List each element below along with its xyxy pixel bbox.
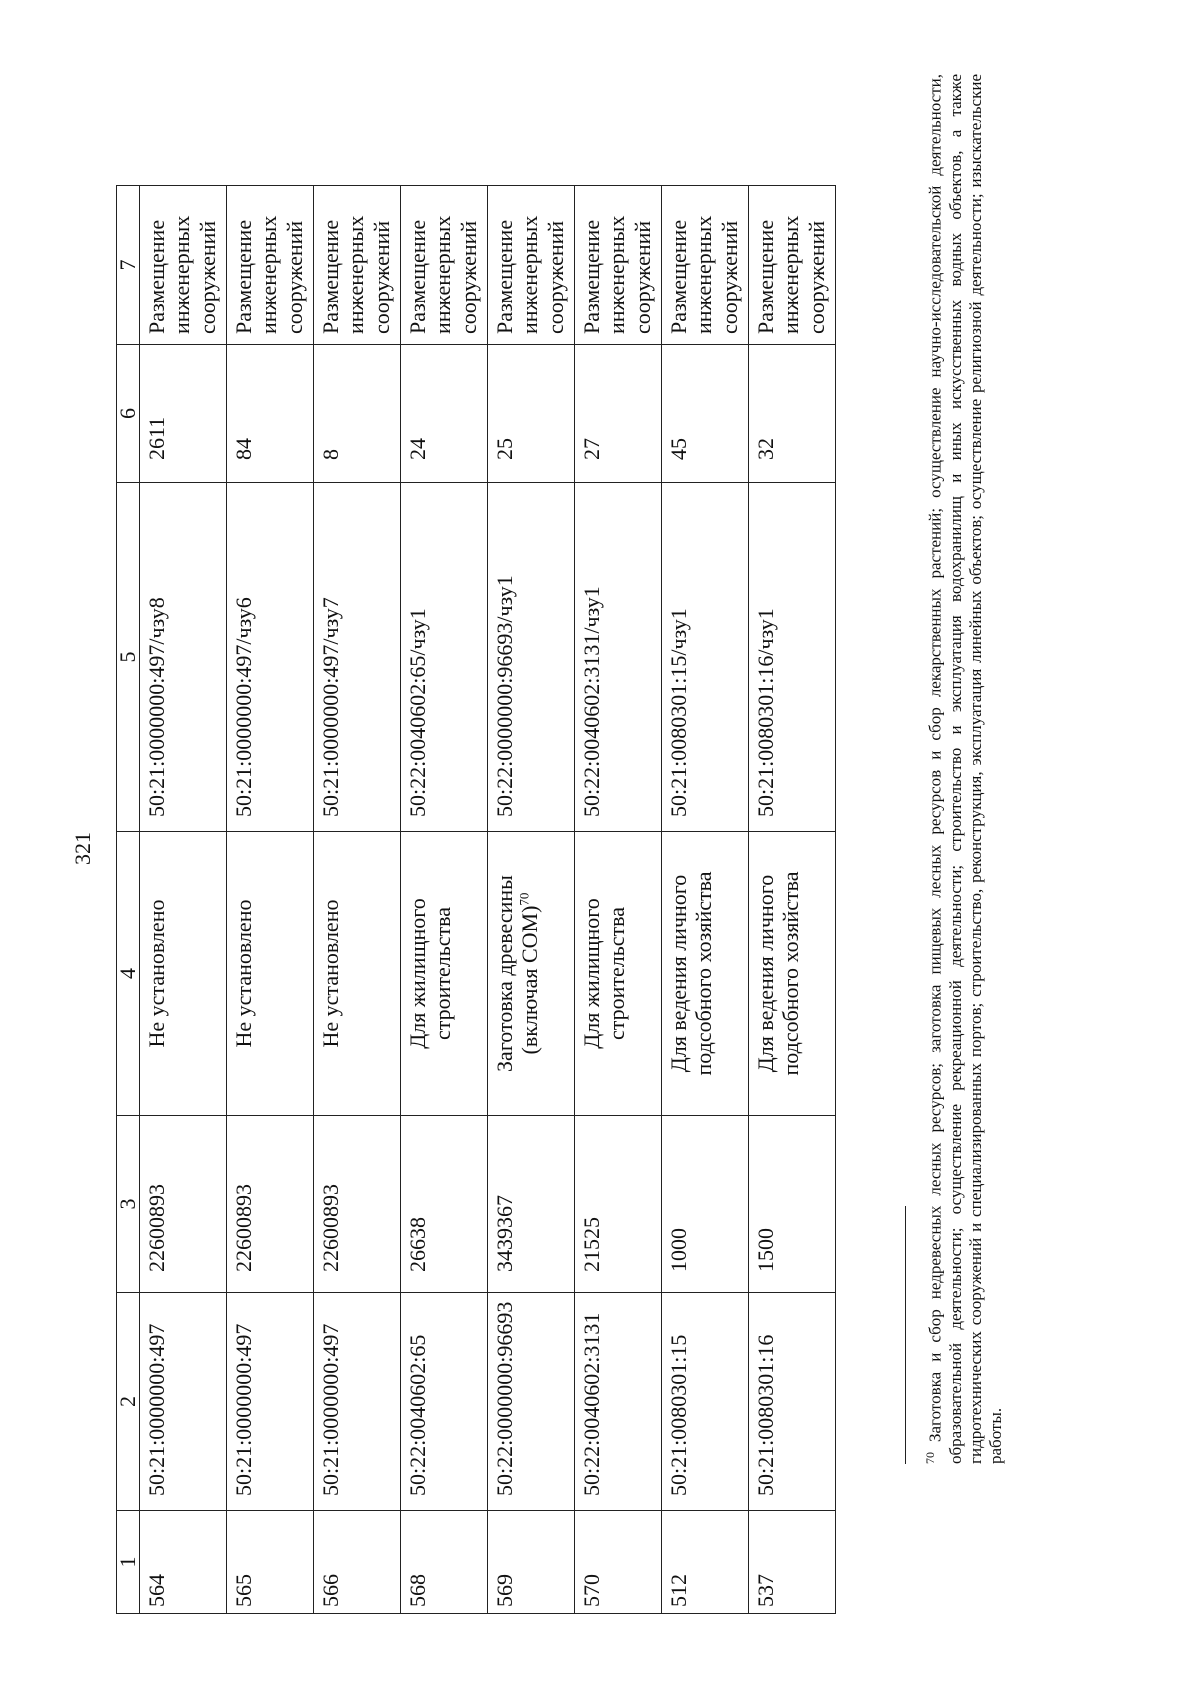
cell-text: Размещение инженерных сооружений <box>579 215 655 334</box>
column-header: 1 <box>117 1511 140 1614</box>
cell-text: 1000 <box>666 1228 691 1272</box>
column-header: 2 <box>117 1293 140 1511</box>
data-table <box>116 185 836 1614</box>
table-row <box>314 186 401 1614</box>
cell-text: 537 <box>753 1574 778 1607</box>
table-row <box>488 186 575 1614</box>
cell-text: 50:22:0040602:3131 <box>579 1312 604 1496</box>
part-number-cell <box>401 483 488 832</box>
part-area-cell <box>227 345 314 483</box>
cell-text: 27 <box>579 438 604 460</box>
cell-text: 50:21:0000000:497/чзу6 <box>231 597 256 817</box>
page-number: 321 <box>70 832 95 865</box>
part-area-cell <box>749 345 836 483</box>
cell-text: Для ведения личного подсобного хозяйства <box>753 871 804 1076</box>
purpose-cell <box>401 186 488 345</box>
row-number-cell <box>662 1511 749 1614</box>
cell-text: 22600893 <box>318 1184 343 1272</box>
row-number-cell <box>575 1511 662 1614</box>
area-cell <box>749 1116 836 1293</box>
row-number-cell <box>314 1511 401 1614</box>
cell-text: 22600893 <box>231 1184 256 1272</box>
footnote-divider <box>905 1206 906 1464</box>
cell-text: 50:21:0000000:497/чзу8 <box>144 597 169 817</box>
part-number-cell <box>140 483 227 832</box>
cadastral-number-cell <box>662 1293 749 1511</box>
permitted-use-cell <box>314 832 401 1116</box>
cell-text: 3439367 <box>492 1195 517 1272</box>
table-row <box>749 186 836 1614</box>
purpose-cell <box>749 186 836 345</box>
permitted-use-cell <box>140 832 227 1116</box>
cell-text: 50:21:0080301:16/чзу1 <box>753 608 778 817</box>
area-cell <box>575 1116 662 1293</box>
table-header-row <box>117 186 140 1614</box>
permitted-use-cell <box>227 832 314 1116</box>
cell-text: 50:22:0000000:96693 <box>492 1301 517 1496</box>
cell-text: 50:21:0080301:15 <box>666 1334 691 1496</box>
cadastral-number-cell <box>575 1293 662 1511</box>
column-header: 5 <box>117 483 140 832</box>
table-row <box>401 186 488 1614</box>
cell-text: 569 <box>492 1574 517 1607</box>
part-number-cell <box>227 483 314 832</box>
area-cell <box>401 1116 488 1293</box>
cell-text: 24 <box>405 438 430 460</box>
cell-text: Размещение инженерных сооружений <box>405 215 481 334</box>
permitted-use-cell <box>749 832 836 1116</box>
part-area-cell <box>314 345 401 483</box>
cell-text: 512 <box>666 1574 691 1607</box>
cadastral-number-cell <box>749 1293 836 1511</box>
purpose-cell <box>575 186 662 345</box>
row-number-cell <box>401 1511 488 1614</box>
part-area-cell <box>662 345 749 483</box>
footnote-text: Заготовка и сбор недревесных лесных ресурсов; заготовка пищевых лесных ресурсов и сбор лекарственных растений; осуществление научно-исследовательской деятельности, образовательной деятельности; осуществление рекреационной деятельности; строительство и эксплуатация водохранилищ и иных искусственных водных объектов, а также гидротехнических сооружений и специализированных портов; строительство, реконструкция, эксплуатация линейных объектов; осуществление религиозной деятельности; изыскательские работы. <box>925 74 1005 1464</box>
cell-text: 32 <box>753 438 778 460</box>
cell-text: Не установлено <box>231 899 256 1048</box>
cell-text: 564 <box>144 1574 169 1607</box>
column-header: 6 <box>117 345 140 483</box>
cell-text: 50:21:0080301:16 <box>753 1334 778 1496</box>
part-area-cell <box>140 345 227 483</box>
table-row <box>575 186 662 1614</box>
cadastral-number-cell <box>227 1293 314 1511</box>
cell-text: Размещение инженерных сооружений <box>231 215 307 334</box>
part-number-cell <box>575 483 662 832</box>
purpose-cell <box>227 186 314 345</box>
cadastral-number-cell <box>488 1293 575 1511</box>
area-cell <box>488 1116 575 1293</box>
cell-text: Размещение инженерных сооружений <box>753 215 829 334</box>
cell-text: 568 <box>405 1574 430 1607</box>
cell-text: Для жилищного строительства <box>579 898 630 1049</box>
purpose-cell <box>488 186 575 345</box>
row-number-cell <box>227 1511 314 1614</box>
cell-text: 50:22:0040602:65 <box>405 1334 430 1496</box>
cell-text: 1500 <box>753 1228 778 1272</box>
cell-text: 50:22:0040602:3131/чзу1 <box>579 586 604 817</box>
cell-text: 26638 <box>405 1217 430 1272</box>
cell-text: Размещение инженерных сооружений <box>144 215 220 334</box>
cell-text: Размещение инженерных сооружений <box>492 215 568 334</box>
column-header: 7 <box>117 186 140 345</box>
area-cell <box>314 1116 401 1293</box>
cell-text: 8 <box>318 449 343 460</box>
row-number-cell <box>140 1511 227 1614</box>
cell-text: 22600893 <box>144 1184 169 1272</box>
area-cell <box>662 1116 749 1293</box>
permitted-use-cell <box>488 832 575 1116</box>
cell-text: 21525 <box>579 1217 604 1272</box>
cell-text: Размещение инженерных сооружений <box>318 215 394 334</box>
cell-text: 2611 <box>144 416 169 460</box>
cell-text: 50:21:0080301:15/чзу1 <box>666 608 691 817</box>
column-header: 3 <box>117 1116 140 1293</box>
cell-text: Не установлено <box>144 899 169 1048</box>
purpose-cell <box>314 186 401 345</box>
part-number-cell <box>488 483 575 832</box>
cell-text: 25 <box>492 438 517 460</box>
cell-text: Размещение инженерных сооружений <box>666 215 742 334</box>
cell-text: Для ведения личного подсобного хозяйства <box>666 871 717 1076</box>
cell-text: Заготовка древесины (включая СОМ) <box>492 875 543 1072</box>
part-number-cell <box>314 483 401 832</box>
footnote-reference: 70 <box>516 892 532 906</box>
permitted-use-cell <box>575 832 662 1116</box>
cell-text: Для жилищного строительства <box>405 898 456 1049</box>
purpose-cell <box>140 186 227 345</box>
part-number-cell <box>662 483 749 832</box>
area-cell <box>227 1116 314 1293</box>
row-number-cell <box>749 1511 836 1614</box>
table-row <box>227 186 314 1614</box>
cadastral-number-cell <box>140 1293 227 1511</box>
part-area-cell <box>488 345 575 483</box>
footnote-mark: 70 <box>923 1452 937 1464</box>
cell-text: 50:22:0000000:96693/чзу1 <box>492 575 517 817</box>
cell-text: 50:21:0000000:497/чзу7 <box>318 597 343 817</box>
cell-text: 566 <box>318 1574 343 1607</box>
cell-text: 50:21:0000000:497 <box>144 1323 169 1496</box>
part-area-cell <box>401 345 488 483</box>
cell-text: 50:22:0040602:65/чзу1 <box>405 608 430 817</box>
cell-text: 565 <box>231 1574 256 1607</box>
cell-text: 570 <box>579 1574 604 1607</box>
cell-text: Не установлено <box>318 899 343 1048</box>
cadastral-number-cell <box>314 1293 401 1511</box>
table-row <box>140 186 227 1614</box>
purpose-cell <box>662 186 749 345</box>
row-number-cell <box>488 1511 575 1614</box>
permitted-use-cell <box>662 832 749 1116</box>
cadastral-number-cell <box>401 1293 488 1511</box>
area-cell <box>140 1116 227 1293</box>
part-number-cell <box>749 483 836 832</box>
cell-text: 50:21:0000000:497 <box>318 1323 343 1496</box>
cell-text: 84 <box>231 438 256 460</box>
part-area-cell <box>575 345 662 483</box>
permitted-use-cell <box>401 832 488 1116</box>
table-row <box>662 186 749 1614</box>
cell-text: 50:21:0000000:497 <box>231 1323 256 1496</box>
footnote <box>920 74 1006 1464</box>
column-header: 4 <box>117 832 140 1116</box>
cell-text: 45 <box>666 438 691 460</box>
